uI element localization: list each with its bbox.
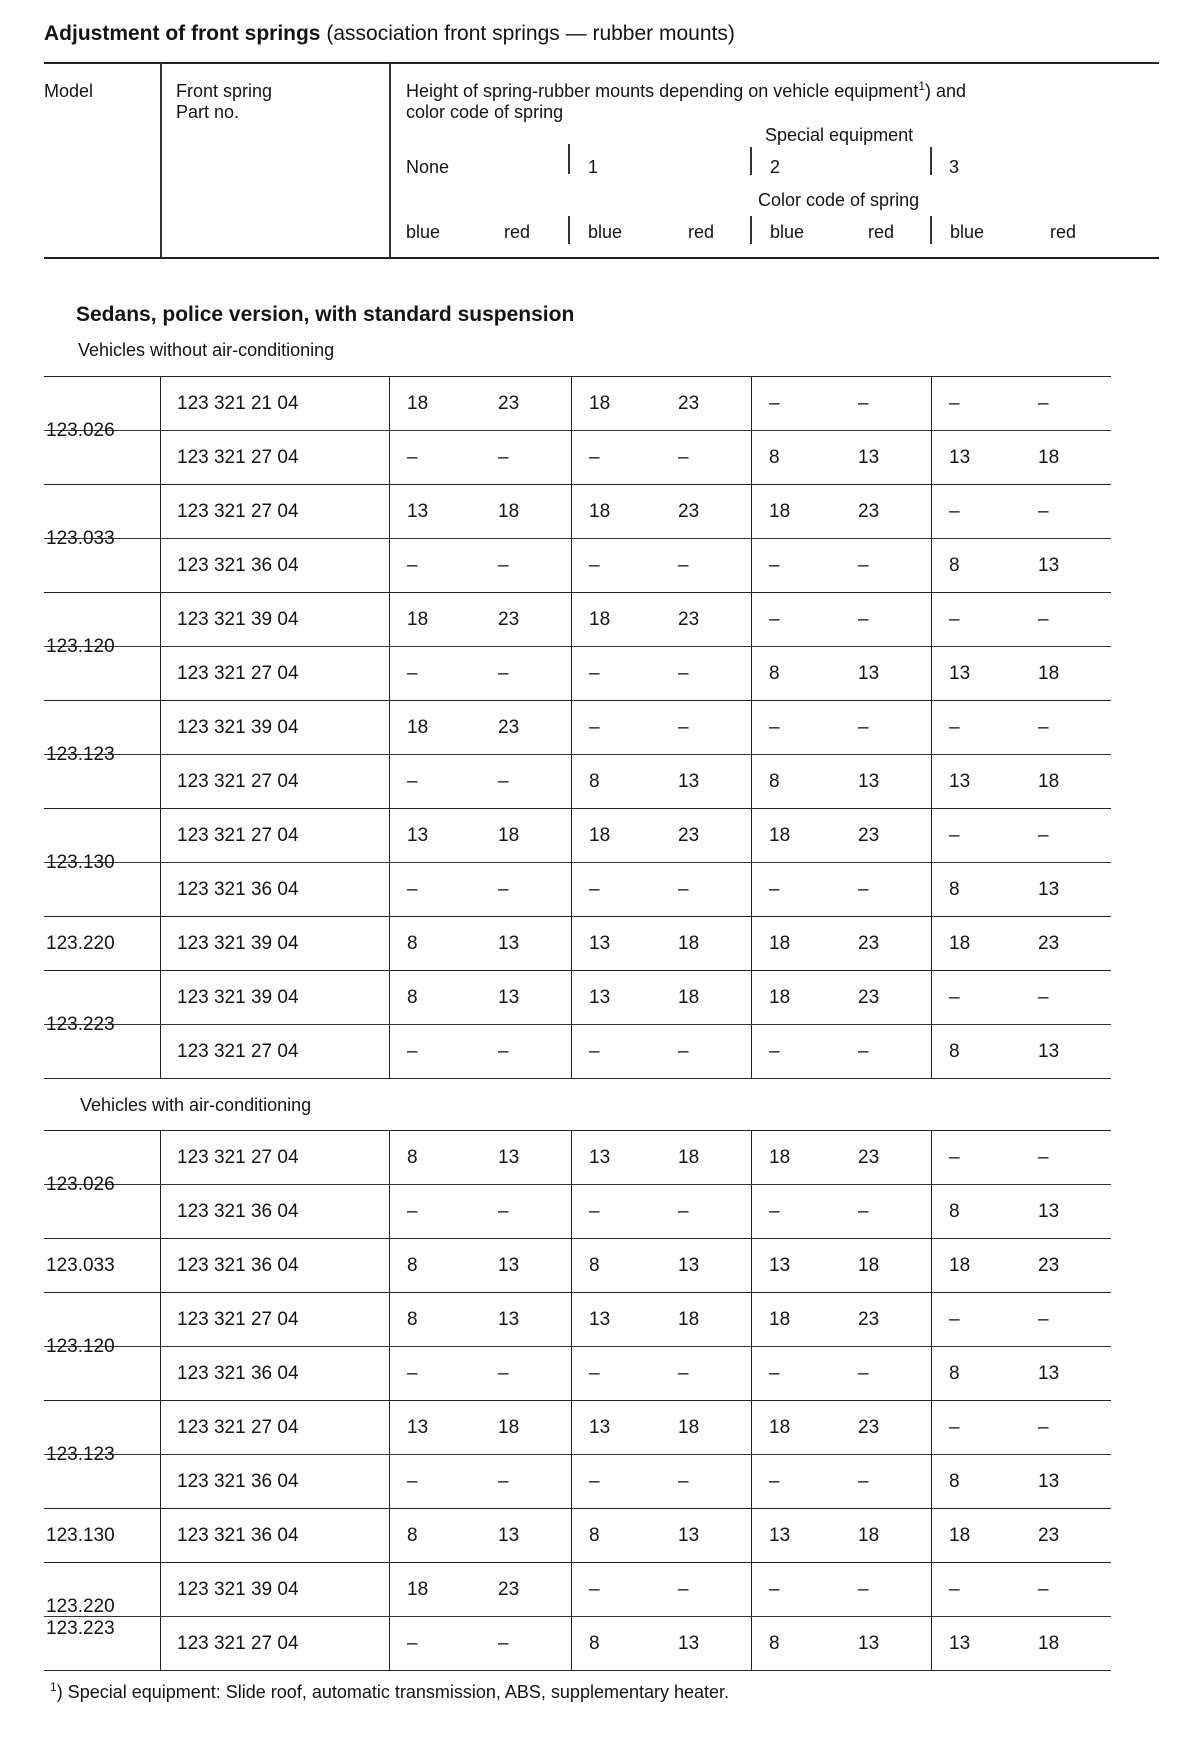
red-value-cell: 13 <box>678 1632 700 1654</box>
red-value-cell: – <box>678 662 689 684</box>
blue-value-cell: – <box>389 539 481 592</box>
blue-value-cell: 18 <box>571 809 661 862</box>
blue-value-cell: 8 <box>931 1455 1021 1508</box>
red-value-cell: – <box>678 1470 689 1492</box>
header-blue-none: blue <box>406 222 441 242</box>
part-number-cell: 123 321 39 04 <box>160 971 389 1024</box>
part-number-cell: 123 321 27 04 <box>160 1025 389 1078</box>
blue-value-cell: 8 <box>931 1185 1021 1238</box>
red-value-cell: 23 <box>858 1146 880 1168</box>
model-group <box>44 485 1111 593</box>
header-tick-4 <box>568 216 570 244</box>
red-value-cell: 13 <box>678 770 700 792</box>
blue-value-cell: – <box>751 1347 841 1400</box>
part-number-cell: 123 321 27 04 <box>160 647 389 700</box>
header-red-2: red <box>868 222 895 242</box>
blue-value-cell: – <box>751 1185 841 1238</box>
document-title <box>44 22 735 46</box>
part-number-cell: 123 321 36 04 <box>160 1347 389 1400</box>
model-number: 123.120 <box>46 635 115 657</box>
model-number: 123.130 <box>46 851 115 873</box>
header-tick-1 <box>568 144 570 174</box>
model-group <box>44 1563 1111 1671</box>
blue-value-cell: – <box>931 1131 1021 1184</box>
blue-value-cell: 13 <box>931 1617 1021 1670</box>
model-number: 123.220 <box>46 932 115 954</box>
blue-value-cell: 8 <box>571 1617 661 1670</box>
blue-value-cell: 13 <box>389 809 481 862</box>
model-group <box>44 701 1111 809</box>
model-group <box>44 1293 1111 1401</box>
footnote-mark: 1 <box>50 1680 57 1694</box>
red-value-cell: 23 <box>498 392 520 414</box>
blue-value-cell: 8 <box>389 917 481 970</box>
model-group <box>44 809 1111 917</box>
red-value-cell: – <box>498 1040 509 1062</box>
red-value-cell: – <box>678 1362 689 1384</box>
red-value-cell: 18 <box>1038 662 1060 684</box>
blue-value-cell: 18 <box>389 1563 481 1616</box>
part-number-cell: 123 321 27 04 <box>160 755 389 808</box>
red-value-cell: 23 <box>858 1416 880 1438</box>
red-value-cell: 23 <box>1038 1254 1060 1276</box>
footnote-text: ) Special equipment: Slide roof, automatic transmission, ABS, supplementary heater. <box>56 1682 730 1702</box>
blue-value-cell: – <box>751 863 841 916</box>
red-value-cell: – <box>1038 986 1049 1008</box>
blue-value-cell: 8 <box>389 971 481 1024</box>
red-value-cell: 23 <box>678 608 700 630</box>
red-value-cell: 13 <box>858 662 880 684</box>
model-number: 123.033 <box>46 527 115 549</box>
part-number-cell: 123 321 39 04 <box>160 1563 389 1616</box>
blue-value-cell: – <box>389 1347 481 1400</box>
blue-value-cell: 8 <box>931 863 1021 916</box>
header-divider-part <box>389 63 391 257</box>
blue-value-cell: 8 <box>931 1025 1021 1078</box>
red-value-cell: – <box>678 446 689 468</box>
red-value-cell: 18 <box>858 1254 880 1276</box>
blue-value-cell: 18 <box>389 377 481 430</box>
blue-value-cell: 8 <box>751 431 841 484</box>
blue-value-cell: 8 <box>389 1131 481 1184</box>
blue-value-cell: 13 <box>751 1239 841 1292</box>
red-value-cell: 18 <box>1038 770 1060 792</box>
red-value-cell: – <box>858 1200 869 1222</box>
red-value-cell: 13 <box>1038 1200 1060 1222</box>
blue-value-cell: – <box>389 863 481 916</box>
part-number-cell: 123 321 36 04 <box>160 539 389 592</box>
blue-value-cell: 18 <box>751 485 841 538</box>
blue-value-cell: 8 <box>571 755 661 808</box>
blue-value-cell: 18 <box>751 971 841 1024</box>
blue-value-cell: – <box>389 755 481 808</box>
blue-value-cell: 13 <box>571 1401 661 1454</box>
red-value-cell: 23 <box>858 1308 880 1330</box>
part-number-cell: 123 321 36 04 <box>160 1185 389 1238</box>
header-red-none: red <box>504 222 531 242</box>
header-blue-3: blue <box>950 222 985 242</box>
blue-value-cell: 18 <box>751 1293 841 1346</box>
blue-value-cell: 13 <box>389 485 481 538</box>
table-row <box>44 1024 1111 1078</box>
table-row <box>44 1131 1111 1184</box>
red-value-cell: – <box>858 1362 869 1384</box>
blue-value-cell: 18 <box>751 917 841 970</box>
red-value-cell: – <box>858 392 869 414</box>
red-value-cell: 13 <box>498 1524 520 1546</box>
blue-value-cell: 8 <box>751 1617 841 1670</box>
blue-value-cell: 18 <box>931 1509 1021 1562</box>
red-value-cell: 23 <box>678 824 700 846</box>
part-number-cell: 123 321 36 04 <box>160 1509 389 1562</box>
table-row <box>44 1293 1111 1346</box>
blue-value-cell: 13 <box>571 917 661 970</box>
red-value-cell: 13 <box>498 932 520 954</box>
red-value-cell: 23 <box>498 716 520 738</box>
blue-value-cell: 18 <box>751 1131 841 1184</box>
header-model: Model <box>44 81 94 101</box>
table-row <box>44 646 1111 700</box>
table-row <box>44 971 1111 1024</box>
part-number-cell: 123 321 27 04 <box>160 485 389 538</box>
blue-value-cell: – <box>389 1455 481 1508</box>
red-value-cell: 13 <box>678 1524 700 1546</box>
blue-value-cell: 13 <box>571 971 661 1024</box>
red-value-cell: 23 <box>858 824 880 846</box>
red-value-cell: 23 <box>858 500 880 522</box>
red-value-cell: – <box>858 878 869 900</box>
blue-value-cell: – <box>751 1025 841 1078</box>
blue-value-cell: – <box>571 863 661 916</box>
header-red-3: red <box>1050 222 1077 242</box>
model-number: 123.033 <box>46 1254 115 1276</box>
blue-value-cell: 13 <box>389 1401 481 1454</box>
header-blue-1: blue <box>588 222 623 242</box>
red-value-cell: – <box>1038 1578 1049 1600</box>
header-height-footnote-mark: 1 <box>918 79 926 93</box>
red-value-cell: – <box>1038 1146 1049 1168</box>
red-value-cell: – <box>1038 716 1049 738</box>
blue-value-cell: 18 <box>571 485 661 538</box>
table-row <box>44 1454 1111 1508</box>
blue-value-cell: 13 <box>751 1509 841 1562</box>
table-row <box>44 1239 1111 1292</box>
table-row <box>44 701 1111 754</box>
header-group-3: 3 <box>949 157 960 177</box>
model-number: 123.026 <box>46 1173 115 1195</box>
section-heading: Sedans, police version, with standard suspension <box>76 303 575 326</box>
table-row <box>44 917 1111 970</box>
red-value-cell: 13 <box>1038 878 1060 900</box>
blue-value-cell: – <box>751 377 841 430</box>
red-value-cell: – <box>498 770 509 792</box>
model-group <box>44 593 1111 701</box>
table-row <box>44 485 1111 538</box>
header-blue-2: blue <box>770 222 805 242</box>
red-value-cell: 18 <box>1038 1632 1060 1654</box>
table-row <box>44 862 1111 916</box>
blue-value-cell: – <box>931 593 1021 646</box>
red-value-cell: – <box>858 716 869 738</box>
header-tick-3 <box>930 147 932 175</box>
red-value-cell: – <box>498 662 509 684</box>
model-group <box>44 917 1111 971</box>
title-bold: Adjustment of front springs <box>44 22 321 45</box>
red-value-cell: – <box>498 554 509 576</box>
header-red-1: red <box>688 222 715 242</box>
blue-value-cell: 8 <box>931 1347 1021 1400</box>
part-number-cell: 123 321 27 04 <box>160 1401 389 1454</box>
part-number-cell: 123 321 36 04 <box>160 1239 389 1292</box>
red-value-cell: – <box>498 1470 509 1492</box>
blue-value-cell: 13 <box>571 1131 661 1184</box>
blue-value-cell: – <box>389 1185 481 1238</box>
red-value-cell: 18 <box>498 500 520 522</box>
part-number-cell: 123 321 27 04 <box>160 809 389 862</box>
part-number-cell: 123 321 39 04 <box>160 917 389 970</box>
red-value-cell: 13 <box>858 1632 880 1654</box>
header-tick-2 <box>750 147 752 175</box>
red-value-cell: 13 <box>1038 1040 1060 1062</box>
red-value-cell: – <box>678 878 689 900</box>
red-value-cell: – <box>498 1362 509 1384</box>
red-value-cell: – <box>858 1470 869 1492</box>
red-value-cell: 13 <box>858 770 880 792</box>
title-rest: (association front springs — rubber mounts) <box>326 22 735 45</box>
subsection-ac: Vehicles with air-conditioning <box>80 1095 312 1115</box>
header-group-1: 1 <box>588 157 599 177</box>
part-number-cell: 123 321 39 04 <box>160 701 389 754</box>
red-value-cell: 23 <box>858 932 880 954</box>
blue-value-cell: – <box>931 1293 1021 1346</box>
red-value-cell: – <box>678 1578 689 1600</box>
red-value-cell: – <box>1038 500 1049 522</box>
header-height-2: color code of spring <box>406 102 564 122</box>
table-row <box>44 1346 1111 1400</box>
blue-value-cell: 18 <box>931 1239 1021 1292</box>
part-number-cell: 123 321 21 04 <box>160 377 389 430</box>
blue-value-cell: 8 <box>389 1293 481 1346</box>
subsection-no-ac: Vehicles without air-conditioning <box>78 340 335 360</box>
red-value-cell: 23 <box>498 1578 520 1600</box>
blue-value-cell: 18 <box>389 593 481 646</box>
red-value-cell: 18 <box>858 1524 880 1546</box>
red-value-cell: 23 <box>1038 932 1060 954</box>
model-number: 123.123 <box>46 1443 115 1465</box>
red-value-cell: – <box>858 1040 869 1062</box>
blue-value-cell: 18 <box>571 377 661 430</box>
table-row <box>44 1184 1111 1238</box>
model-number: 123.130 <box>46 1524 115 1546</box>
blue-value-cell: 13 <box>931 647 1021 700</box>
part-number-cell: 123 321 36 04 <box>160 863 389 916</box>
blue-value-cell: – <box>389 1617 481 1670</box>
blue-value-cell: 8 <box>389 1239 481 1292</box>
part-number-cell: 123 321 36 04 <box>160 1455 389 1508</box>
blue-value-cell: – <box>931 809 1021 862</box>
table-row <box>44 1563 1111 1616</box>
red-value-cell: – <box>678 1040 689 1062</box>
header-height-1-end: ) and <box>925 81 967 101</box>
blue-value-cell: 18 <box>931 917 1021 970</box>
header-height-1-text: Height of spring-rubber mounts depending on vehicle equipment <box>406 81 919 101</box>
table-with-ac <box>44 1130 1111 1671</box>
red-value-cell: 18 <box>678 1308 700 1330</box>
red-value-cell: 23 <box>678 500 700 522</box>
model-group <box>44 376 1111 485</box>
blue-value-cell: 8 <box>571 1509 661 1562</box>
blue-value-cell: – <box>571 1455 661 1508</box>
red-value-cell: – <box>858 554 869 576</box>
red-value-cell: 13 <box>678 1254 700 1276</box>
blue-value-cell: 8 <box>389 1509 481 1562</box>
blue-value-cell: – <box>571 431 661 484</box>
red-value-cell: – <box>498 878 509 900</box>
blue-value-cell: 13 <box>571 1293 661 1346</box>
part-number-cell: 123 321 27 04 <box>160 1617 389 1670</box>
header-tick-5 <box>750 216 752 244</box>
blue-value-cell: 18 <box>389 701 481 754</box>
header-height-1 <box>406 80 966 102</box>
header-color-code: Color code of spring <box>758 190 920 210</box>
blue-value-cell: 18 <box>751 1401 841 1454</box>
blue-value-cell: – <box>571 539 661 592</box>
blue-value-cell: – <box>751 1455 841 1508</box>
model-number: 123.026 <box>46 419 115 441</box>
blue-value-cell: – <box>931 485 1021 538</box>
table-row <box>44 538 1111 592</box>
blue-value-cell: – <box>751 593 841 646</box>
red-value-cell: 18 <box>498 1416 520 1438</box>
blue-value-cell: 8 <box>751 755 841 808</box>
blue-value-cell: 8 <box>571 1239 661 1292</box>
red-value-cell: 18 <box>1038 446 1060 468</box>
table-row <box>44 377 1111 430</box>
blue-value-cell: – <box>751 1563 841 1616</box>
header-group-2: 2 <box>770 157 781 177</box>
model-group <box>44 971 1111 1079</box>
blue-value-cell: 18 <box>571 593 661 646</box>
part-number-cell: 123 321 39 04 <box>160 593 389 646</box>
blue-value-cell: – <box>931 701 1021 754</box>
header-part-2: Part no. <box>176 102 240 122</box>
table-row <box>44 593 1111 646</box>
red-value-cell: – <box>1038 1416 1049 1438</box>
red-value-cell: 18 <box>678 932 700 954</box>
blue-value-cell: – <box>751 701 841 754</box>
red-value-cell: 13 <box>498 1146 520 1168</box>
red-value-cell: – <box>678 1200 689 1222</box>
blue-value-cell: 8 <box>931 539 1021 592</box>
red-value-cell: – <box>678 716 689 738</box>
part-number-cell: 123 321 27 04 <box>160 1293 389 1346</box>
blue-value-cell: – <box>571 1025 661 1078</box>
blue-value-cell: – <box>571 1185 661 1238</box>
red-value-cell: – <box>678 554 689 576</box>
red-value-cell: – <box>498 446 509 468</box>
red-value-cell: 18 <box>678 1146 700 1168</box>
header-tick-6 <box>930 216 932 244</box>
blue-value-cell: – <box>931 377 1021 430</box>
header-special-equipment: Special equipment <box>765 125 914 145</box>
blue-value-cell: – <box>931 1401 1021 1454</box>
red-value-cell: 23 <box>1038 1524 1060 1546</box>
red-value-cell: 13 <box>858 446 880 468</box>
red-value-cell: 23 <box>858 986 880 1008</box>
red-value-cell: – <box>1038 824 1049 846</box>
red-value-cell: 18 <box>678 1416 700 1438</box>
model-group <box>44 1401 1111 1509</box>
model-group <box>44 1130 1111 1239</box>
blue-value-cell: – <box>389 1025 481 1078</box>
red-value-cell: 23 <box>498 608 520 630</box>
header-group-none: None <box>406 157 450 177</box>
blue-value-cell: – <box>931 971 1021 1024</box>
model-group <box>44 1239 1111 1293</box>
red-value-cell: 13 <box>498 986 520 1008</box>
header-bottom-rule <box>44 257 1159 259</box>
blue-value-cell: – <box>389 431 481 484</box>
part-number-cell: 123 321 27 04 <box>160 431 389 484</box>
blue-value-cell: – <box>931 1563 1021 1616</box>
table-row <box>44 1401 1111 1454</box>
blue-value-cell: 8 <box>751 647 841 700</box>
model-number: 123.220 123.223 <box>46 1596 115 1639</box>
blue-value-cell: – <box>571 701 661 754</box>
header-divider-model <box>160 63 162 257</box>
table-row <box>44 809 1111 862</box>
red-value-cell: – <box>858 1578 869 1600</box>
red-value-cell: – <box>1038 392 1049 414</box>
model-number: 123.120 <box>46 1335 115 1357</box>
header-part-1: Front spring <box>176 81 273 101</box>
red-value-cell: – <box>1038 608 1049 630</box>
table-without-ac <box>44 376 1111 1079</box>
table-row <box>44 754 1111 808</box>
blue-value-cell: 18 <box>751 809 841 862</box>
red-value-cell: – <box>498 1200 509 1222</box>
red-value-cell: 18 <box>498 824 520 846</box>
blue-value-cell: 13 <box>931 755 1021 808</box>
model-group <box>44 1509 1111 1563</box>
red-value-cell: 13 <box>498 1254 520 1276</box>
model-number: 123.123 <box>46 743 115 765</box>
red-value-cell: 13 <box>1038 1470 1060 1492</box>
blue-value-cell: – <box>571 647 661 700</box>
red-value-cell: – <box>1038 1308 1049 1330</box>
red-value-cell: – <box>858 608 869 630</box>
blue-value-cell: 13 <box>931 431 1021 484</box>
red-value-cell: 13 <box>498 1308 520 1330</box>
blue-value-cell: – <box>751 539 841 592</box>
red-value-cell: 13 <box>1038 554 1060 576</box>
blue-value-cell: – <box>571 1563 661 1616</box>
footnote <box>50 1680 729 1703</box>
model-number: 123.223 <box>46 1013 115 1035</box>
table-row <box>44 1616 1111 1670</box>
red-value-cell: 23 <box>678 392 700 414</box>
red-value-cell: 13 <box>1038 1362 1060 1384</box>
table-row <box>44 430 1111 484</box>
part-number-cell: 123 321 27 04 <box>160 1131 389 1184</box>
header-top-rule <box>44 62 1159 64</box>
blue-value-cell: – <box>571 1347 661 1400</box>
red-value-cell: – <box>498 1632 509 1654</box>
table-row <box>44 1509 1111 1562</box>
red-value-cell: 18 <box>678 986 700 1008</box>
blue-value-cell: – <box>389 647 481 700</box>
